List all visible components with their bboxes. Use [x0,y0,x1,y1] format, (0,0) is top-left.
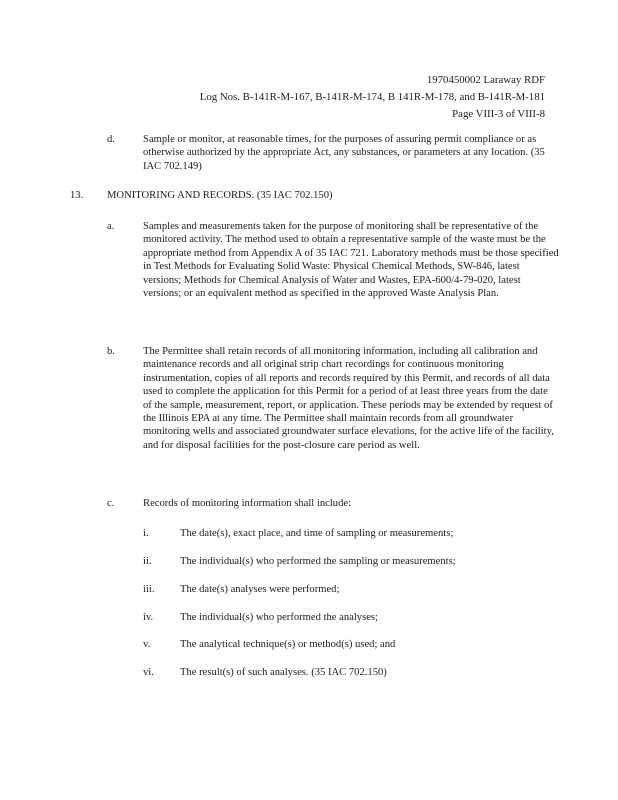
item-c-label: c. [107,498,115,509]
list-item-number: v. [143,639,151,650]
header-log-numbers: Log Nos. B-141R-M-167, B-141R-M-174, B 141R-M-178, and B-141R-M-181 [199,91,545,103]
list-item-text: The individual(s) who performed the analyses; [180,612,378,623]
header-page-number: Page VIII-3 of VIII-8 [452,108,545,120]
item-a-text: Samples and measurements taken for the purpose of monitoring shall be representative of the monitored activity. The method used to obtain a representative sample of the waste must be the appropriate method from Appendix A of 35 IAC 721. Laboratory methods must be those specified in Test Methods for Evaluating Solid Waste: Physical Chemical Methods, SW-846, latest versions; Methods for Chemical Analysis of Water and Wastes, EPA-600/4-79-020, latest versions; or an equivalent method as specified in the approved Waste Analysis Plan. [143,221,559,300]
section-13-number: 13. [70,190,84,201]
list-item-text: The date(s) analyses were performed; [180,584,340,595]
header-permit-id: 1970450002 Laraway RDF [426,74,545,86]
item-a-label: a. [107,221,115,232]
item-c-text: Records of monitoring information shall include: [143,498,352,509]
list-item-number: iv. [143,612,154,623]
list-item-number: i. [143,528,149,539]
section-13-title: MONITORING AND RECORDS. (35 IAC 702.150) [107,190,333,201]
list-item-text: The result(s) of such analyses. (35 IAC 702.150) [180,667,387,678]
item-b-label: b. [107,346,115,357]
list-item-number: ii. [143,556,152,567]
list-item-text: The date(s), exact place, and time of sampling or measurements; [180,528,454,539]
list-item-text: The individual(s) who performed the sampling or measurements; [180,556,456,567]
list-item-text: The analytical technique(s) or method(s) used; and [180,639,396,650]
page-header [200,72,545,123]
item-d-label: d. [107,134,115,145]
item-b-text: The Permittee shall retain records of all monitoring information, including all calibration and maintenance records and all original strip chart recordings for continuous monitoring instrumentation, copies of all reports and records required by this Permit, and records of all data used to complete the application for this Permit for a period of at least three years from the date of the sample, measurement, report, or application. These periods may be extended by request of the Illinois EPA at any time. The Permittee shall maintain records from all groundwater monitoring wells and associated groundwater surface elevations, for the active life of the facility, and for disposal facilities for the post-closure care period as well. [143,346,554,451]
item-d-text: Sample or monitor, at reasonable times, for the purposes of assuring permit compliance or as otherwise authorized by the appropriate Act, any substances, or parameters at any location. (35 IAC 702.149) [143,134,545,172]
list-item-number: iii. [143,584,155,595]
list-item-number: vi. [143,667,154,678]
